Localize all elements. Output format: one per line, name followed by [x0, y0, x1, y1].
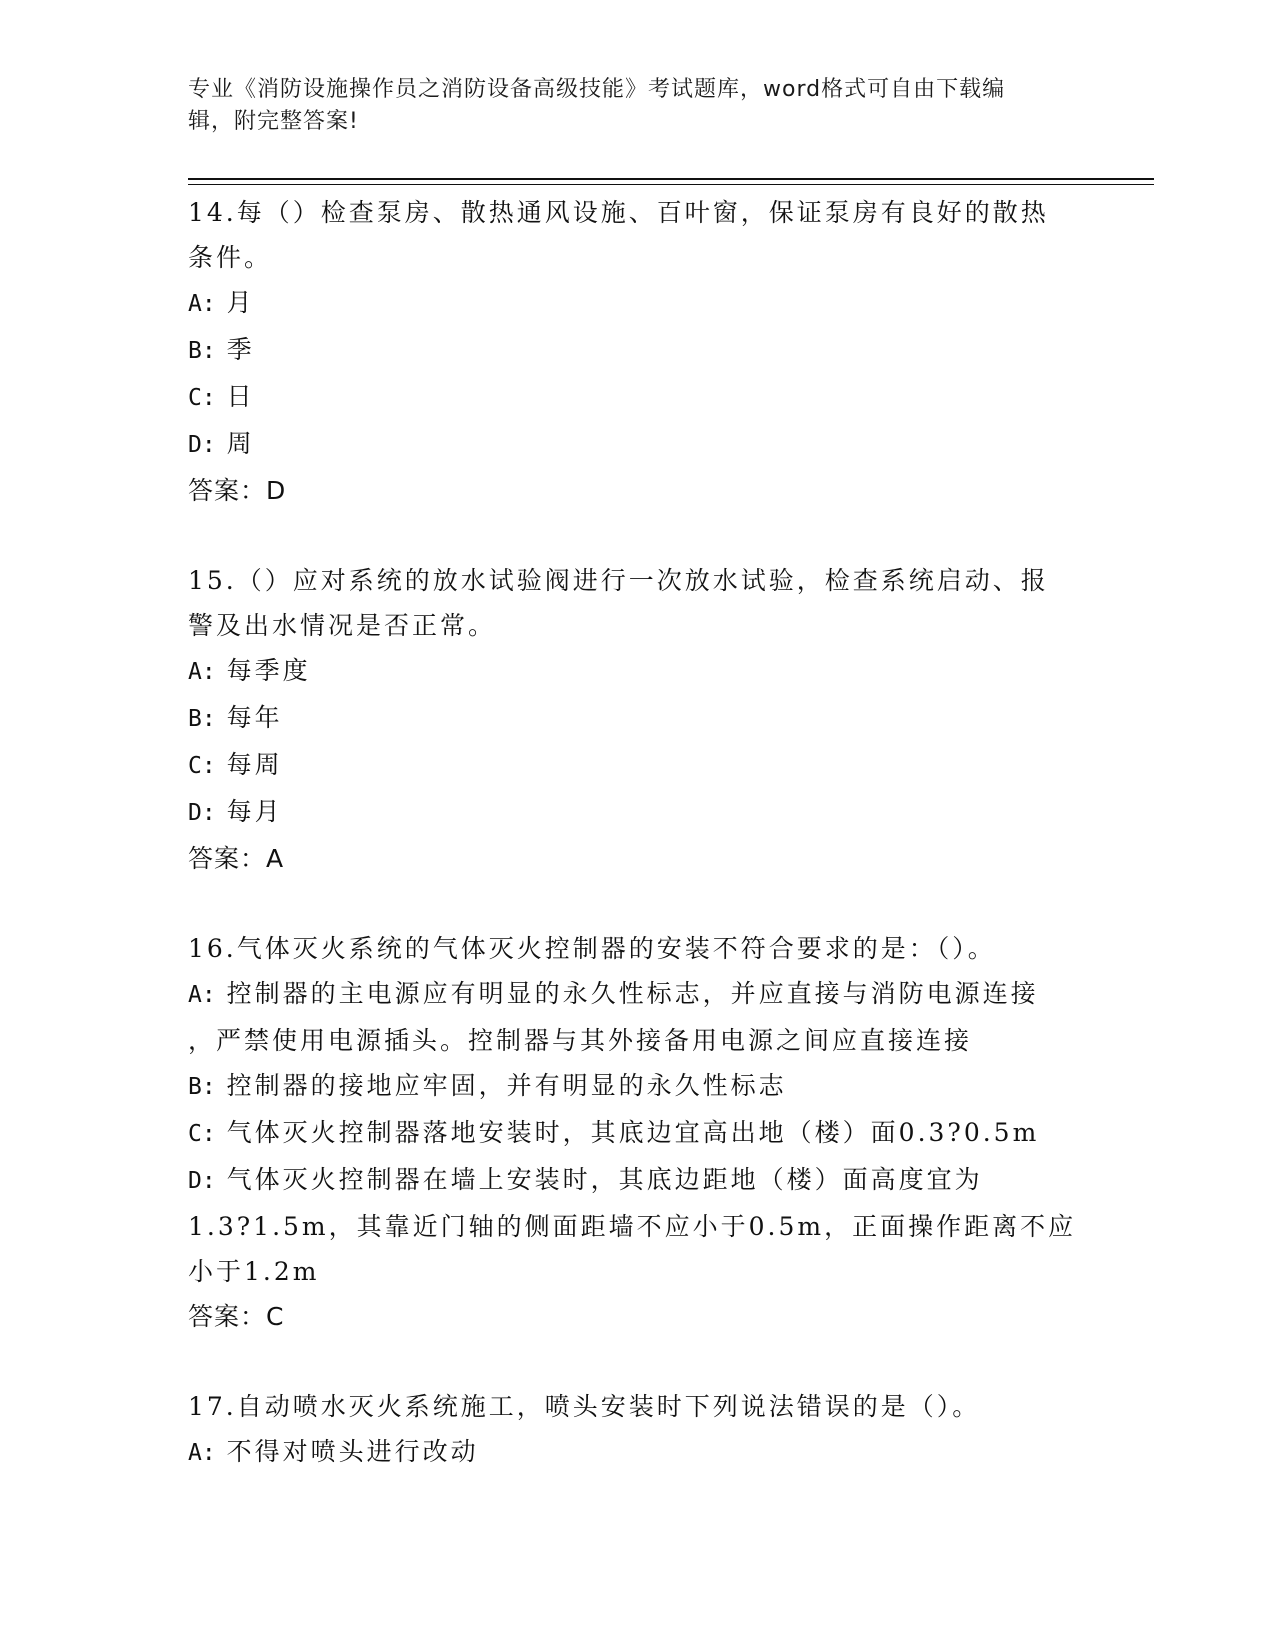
answer-line: 答案：D: [188, 476, 287, 505]
header-line-1: 专业《消防设施操作员之消防设备高级技能》考试题库，word格式可自由下载编: [188, 77, 1006, 102]
option-text: 季: [226, 335, 255, 364]
question-stem: 警及出水情况是否正常。: [188, 611, 497, 640]
option-text: 不得对喷头进行改动: [226, 1437, 479, 1466]
option-text: 月: [226, 288, 255, 317]
option-c: [188, 742, 1078, 789]
spacer: [188, 881, 1078, 926]
option-letter: C:: [188, 385, 216, 411]
question-stem: 条件。: [188, 243, 273, 272]
option-c: [188, 1110, 1078, 1157]
option-text: 小于1.2m: [188, 1257, 320, 1286]
option-letter: C:: [188, 753, 216, 779]
document-header: [188, 74, 1068, 138]
option-a: [188, 971, 1078, 1018]
question-stem: 16.气体灭火系统的气体灭火控制器的安装不符合要求的是：（）。: [188, 934, 996, 963]
option-a: [188, 1429, 1078, 1476]
option-letter: B:: [188, 1074, 216, 1100]
option-letter: D:: [188, 1168, 216, 1194]
option-text: 每年: [226, 703, 283, 732]
option-d: [188, 1157, 1078, 1204]
header-divider-thick: [188, 178, 1154, 180]
answer-line: 答案：C: [188, 1302, 285, 1331]
option-text: 每月: [226, 797, 283, 826]
question-16: [188, 926, 1078, 1339]
option-text: 控制器的主电源应有明显的永久性标志，并应直接与消防电源连接: [226, 979, 1039, 1008]
option-letter: B:: [188, 338, 216, 364]
option-letter: A:: [188, 659, 216, 685]
option-text: 每季度: [226, 656, 311, 685]
option-text: 气体灭火控制器在墙上安装时，其底边距地（楼）面高度宜为: [226, 1165, 983, 1194]
option-a: [188, 648, 1078, 695]
question-stem: 14.每（）检查泵房、散热通风设施、百叶窗，保证泵房有良好的散热: [188, 198, 1049, 227]
option-text: 每周: [226, 750, 283, 779]
option-text: ，严禁使用电源插头。控制器与其外接备用电源之间应直接连接: [188, 1026, 973, 1055]
question-17: [188, 1384, 1078, 1476]
header-divider-thin: [188, 184, 1154, 185]
option-text: 周: [226, 429, 255, 458]
option-d-continued: [188, 1204, 1078, 1249]
option-letter: C:: [188, 1121, 216, 1147]
option-d-continued: [188, 1249, 1078, 1294]
option-d: [188, 789, 1078, 836]
option-b: [188, 695, 1078, 742]
option-letter: A:: [188, 982, 216, 1008]
option-text: 1.3?1.5m，其靠近门轴的侧面距墙不应小于0.5m，正面操作距离不应: [188, 1212, 1077, 1241]
option-letter: A:: [188, 1440, 216, 1466]
answer-line: 答案：A: [188, 844, 285, 873]
option-d: [188, 421, 1078, 468]
option-text: 控制器的接地应牢固，并有明显的永久性标志: [226, 1071, 787, 1100]
question-14: [188, 190, 1078, 513]
question-stem: 17.自动喷水灭火系统施工，喷头安装时下列说法错误的是（）。: [188, 1392, 981, 1421]
option-letter: D:: [188, 432, 216, 458]
option-a-continued: [188, 1018, 1078, 1063]
spacer: [188, 513, 1078, 558]
question-list: [188, 190, 1078, 1476]
option-a: [188, 280, 1078, 327]
option-text: 日: [226, 382, 255, 411]
option-c: [188, 374, 1078, 421]
option-letter: A:: [188, 291, 216, 317]
question-stem: 15.（）应对系统的放水试验阀进行一次放水试验，检查系统启动、报: [188, 566, 1049, 595]
spacer: [188, 1339, 1078, 1384]
header-line-2: 辑，附完整答案!: [188, 109, 359, 134]
option-text: 气体灭火控制器落地安装时，其底边宜高出地（楼）面0.3?0.5m: [226, 1118, 1040, 1147]
option-b: [188, 1063, 1078, 1110]
option-b: [188, 327, 1078, 374]
option-letter: D:: [188, 800, 216, 826]
question-15: [188, 558, 1078, 881]
option-letter: B:: [188, 706, 216, 732]
